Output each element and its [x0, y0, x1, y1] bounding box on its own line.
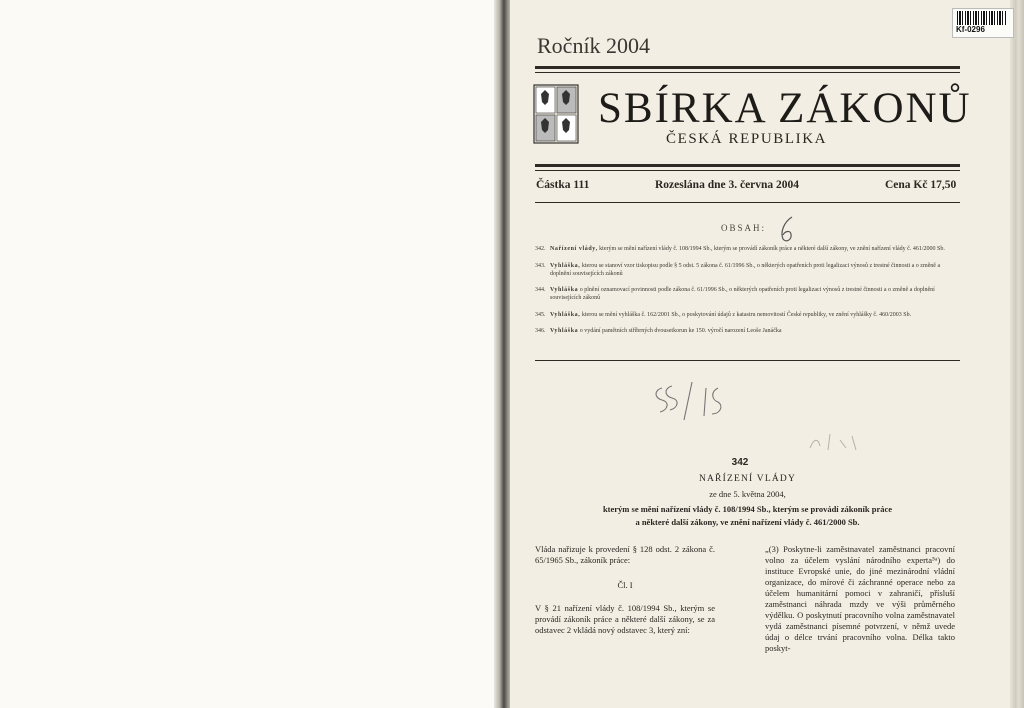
year-label: Ročník 2004 [537, 33, 651, 58]
item-type: Vyhláška, [550, 262, 581, 269]
item-text: kterou se stanoví vzor tiskopisu podle § 5 odst. 5 zákona č. 61/1996 Sb., o některých opatřeních proti legalizaci výnosů z trestné činnosti a o změně a doplnění souvisejících zákonů [550, 262, 941, 277]
item-type: Vyhláška [550, 287, 579, 293]
left-blank-page [0, 0, 500, 708]
item-type: Nařízení vlády, [550, 246, 598, 252]
contents-rule [535, 202, 960, 203]
contents-list [535, 245, 960, 344]
decree-subject-line-2: a některé další zákony, ve znění nařízení vlády č. 461/2000 Sb. [635, 517, 860, 527]
top-rule-thin [535, 72, 960, 73]
barcode [957, 11, 1007, 25]
article-heading: Čl. I [617, 580, 633, 590]
library-barcode-stamp [952, 8, 1014, 38]
issue-date: Rozeslána dne 3. června 2004 [655, 179, 800, 191]
issue-price: Cena Kč 17,50 [885, 179, 957, 191]
item-text: kterým se mění nařízení vlády č. 108/1994 Sb., kterým se provádí zákoník práce a některé další zákony, ve znění nařízení vlády č. 461/2000 Sb. [599, 246, 945, 252]
contents-label: OBSAH: [721, 223, 767, 233]
list-item [535, 245, 960, 253]
item-text: o vydání pamětních stříbrných dvousetkorun ke 150. výročí narození Leoše Janáčka [579, 328, 782, 334]
decree-subject [560, 503, 935, 529]
item-text: kterou se mění vyhláška č. 162/2001 Sb., o poskytování údajů z katastru nemovitostí České republiky, ve znění vyhlášky č. 460/2003 Sb. [581, 311, 912, 318]
preamble-text: Vláda nařizuje k provedení § 128 odst. 2 zákona č. 65/1965 Sb., zákoník práce: [535, 544, 715, 565]
stamp-code: Kf-0296 [956, 25, 985, 34]
contents-end-rule [535, 360, 960, 361]
item-text: o plnění oznamovací povinnosti podle zákona č. 61/1996 Sb., o některých opatřeních proti legalizaci výnosů z trestné činnosti a o změně a doplnění souvisejících zákonů [550, 287, 935, 301]
decree-subject-line-1: kterým se mění nařízení vlády č. 108/1994 Sb., kterým se provádí zákoník práce [602, 504, 893, 514]
item-number: 344. [535, 287, 546, 293]
page-edge [1010, 0, 1024, 708]
list-item [535, 327, 960, 335]
list-item [535, 262, 960, 278]
article-right-text: „(3) Poskytne-li zaměstnavatel zaměstnanci pracovní volno za účelem vyslání národního experta⁵ᵃ) do instituce Evropské unie, do jiné mezinárodní vládní organizace, do mírové či záchranné operace nebo za účelem humanitární pomoci v zahraničí, přísluší zaměstnanci náhrada mzdy ve výši průměrného výdělku. O poskytnutí pracovního volna zaměstnavatel vydá zaměstnanci písemné potvrzení, v němž uvede údaj o délce trvání pracovního volna. Délka takto poskyt- [765, 544, 955, 653]
item-number: 345. [535, 311, 546, 318]
faint-handwriting-mark [806, 430, 866, 454]
publication-title: SBÍRKA ZÁKONŮ [598, 85, 972, 132]
list-item [535, 311, 960, 319]
decree-date: ze dne 5. května 2004, [709, 489, 786, 499]
issue-part: Částka 111 [536, 179, 590, 191]
item-type: Vyhláška, [550, 311, 581, 318]
item-number: 342. [535, 246, 546, 252]
item-type: Vyhláška [550, 328, 579, 334]
handwritten-number-mark [648, 378, 748, 423]
state-emblem-icon [533, 84, 579, 144]
decree-heading: NAŘÍZENÍ VLÁDY [698, 474, 797, 484]
item-number: 346. [535, 328, 546, 334]
list-item [535, 286, 960, 302]
handwritten-contents-mark [776, 214, 798, 244]
header-rule-thin [535, 170, 960, 171]
item-number: 343. [535, 262, 546, 269]
publication-subtitle: ČESKÁ REPUBLIKA [666, 131, 828, 147]
decree-number: 342 [731, 457, 749, 468]
header-rule [535, 164, 960, 167]
top-rule [535, 66, 960, 69]
article-left-text: V § 21 nařízení vlády č. 108/1994 Sb., kterým se provádí zákoník práce a některé další zákony, se za odstavec 2 vkládá nový odstavec 3, který zní: [535, 603, 715, 635]
